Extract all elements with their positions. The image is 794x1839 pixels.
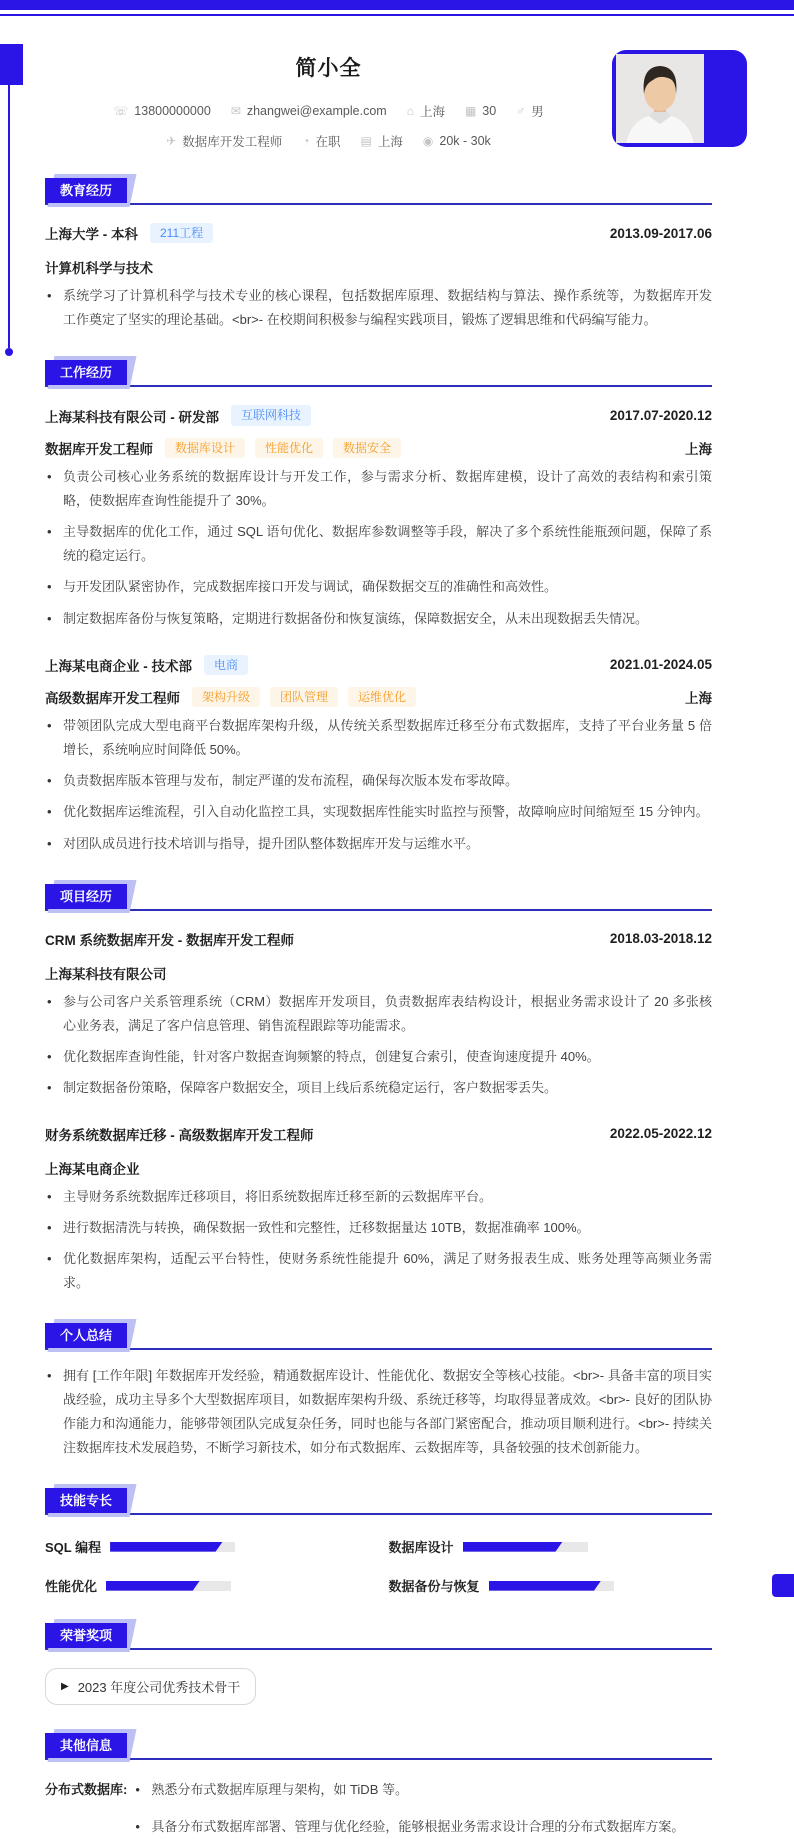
contact-row-2	[45, 132, 612, 150]
profile-photo-frame	[612, 50, 747, 147]
section-header	[45, 1323, 712, 1350]
bullet-item: • 熟悉分布式数据库原理与架构，如 TiDB 等。	[133, 1778, 712, 1802]
section-badge	[45, 884, 127, 909]
project-bullets	[45, 990, 712, 1100]
skill-tag: 性能优化	[255, 438, 323, 458]
skill-tag: 数据安全	[333, 438, 401, 458]
entry-header-row	[45, 1124, 712, 1144]
bullet-item: • 主导数据库的优化工作，通过 SQL 语句优化、数据库参数调整等手段，解决了多个系统性能瓶颈问题，保障了系统的稳定运行。	[45, 520, 712, 568]
section-title: 荣誉奖项	[45, 1623, 127, 1648]
skill-progress-fill	[110, 1542, 223, 1552]
bullet-item: • 主导财务系统数据库迁移项目，将旧系统数据库迁移至新的云数据库平台。	[45, 1185, 712, 1209]
section-title: 项目经历	[45, 884, 127, 909]
skill-tag: 数据库设计	[165, 438, 245, 458]
project-title: 财务系统数据库迁移 - 高级数据库开发工程师	[45, 1127, 314, 1143]
skill-progress-fill	[106, 1581, 200, 1591]
email-icon: ✉	[230, 104, 241, 118]
section-badge	[45, 1733, 127, 1758]
section-header	[45, 178, 712, 205]
skills-grid	[45, 1537, 712, 1595]
salary-value: 20k - 30k	[439, 134, 491, 148]
age-value: 30	[482, 104, 497, 118]
contact-location	[407, 102, 445, 120]
resume-header	[45, 40, 747, 150]
company-name: 上海某科技有限公司 - 研发部	[45, 409, 219, 425]
skill-item	[45, 1576, 369, 1595]
location-icon: ⌂	[406, 104, 414, 118]
school-tag: 211工程	[150, 223, 213, 243]
entry-header-row	[45, 405, 712, 425]
section-badge	[45, 360, 127, 385]
bullet-item: • 优化数据库查询性能，针对客户数据查询频繁的特点，创建复合索引，使查询速度提升 40%。	[45, 1045, 712, 1069]
project-bullets	[45, 1185, 712, 1295]
section-skills	[45, 1488, 712, 1595]
work-bullets	[45, 465, 712, 630]
section-badge	[45, 178, 127, 203]
bullet-item: • 负责公司核心业务系统的数据库设计与开发工作，参与需求分析、数据库建模，设计了高效的表结构和索引策略，使数据库查询性能提升了 30%。	[45, 465, 712, 513]
skill-label: SQL 编程	[45, 1540, 102, 1556]
contact-row-1	[45, 102, 612, 120]
location-value: 上海	[419, 105, 445, 119]
section-summary	[45, 1323, 712, 1460]
position-title: 数据库开发工程师	[45, 442, 153, 458]
section-header	[45, 884, 712, 911]
skill-progress-fill	[463, 1542, 563, 1552]
candidate-name: 简小全	[295, 57, 362, 80]
section-header	[45, 360, 712, 387]
major-name: 计算机科学与技术	[45, 261, 153, 277]
job-intention-value: 数据库开发工程师	[182, 135, 283, 149]
floating-action-button[interactable]	[772, 1574, 794, 1597]
bullet-item: • 具备分布式数据库部署、管理与优化经验，能够根据业务需求设计合理的分布式数据库方案。	[133, 1815, 712, 1839]
section-title: 其他信息	[45, 1733, 127, 1758]
section-title: 工作经历	[45, 360, 127, 385]
gender-value: 男	[531, 105, 544, 119]
skill-item	[389, 1576, 713, 1595]
section-header	[45, 1623, 712, 1650]
expand-caret-icon: ▶	[61, 1680, 69, 1692]
bullet-item: • 带领团队完成大型电商平台数据库架构升级，从传统关系型数据库迁移至分布式数据库，支持了平台业务量 5 倍增长，系统响应时间降低 50%。	[45, 714, 712, 762]
job-city	[361, 132, 403, 150]
profile-photo	[616, 54, 704, 143]
skill-tag: 团队管理	[270, 687, 338, 707]
project-company: 上海某科技有限公司	[45, 966, 167, 982]
work-date: 2021.01-2024.05	[609, 657, 712, 673]
industry-tag: 互联网科技	[231, 405, 311, 425]
skill-progress-track	[489, 1581, 614, 1591]
bullet-item: • 拥有 [工作年限] 年数据库开发经验，精通数据库设计、性能优化、数据安全等核心技能。<br>- 具备丰富的项目实战经验，成功主导多个大型数据库项目，如数据库架构升级、系统迁移等，均取得显著成效。<br>- 良好的团队协作能力和沟通能力，能够带领团队完成复杂任务，同时也能与各部门紧密配合，推动项目顺利进行。<br>- 持续关注数据库技术发展趋势，不断学习新技术，如分布式数据库、云数据库等，具备较强的技术创新能力。	[45, 1364, 712, 1460]
job-city-value: 上海	[377, 135, 403, 149]
bullet-item: • 系统学习了计算机科学与技术专业的核心课程，包括数据库原理、数据结构与算法、操作系统等，为数据库开发工作奠定了坚实的理论基础。<br>- 在校期间积极参与编程实践项目，锻炼了逻辑思维和代码编写能力。	[45, 284, 712, 332]
education-bullets	[45, 284, 712, 332]
gender-icon: ♂	[516, 104, 526, 118]
bullet-item: • 参与公司客户关系管理系统（CRM）数据库开发项目，负责数据库表结构设计，根据业务需求设计了 20 多张核心业务表，满足了客户信息管理、销售流程跟踪等功能需求。	[45, 990, 712, 1038]
honor-item[interactable]	[45, 1668, 256, 1705]
top-accent-line	[0, 14, 794, 16]
entry-header-row	[45, 223, 712, 243]
building-icon: ▤	[360, 134, 372, 148]
work-entry	[45, 405, 712, 630]
project-entry	[45, 929, 712, 1100]
timeline-square-decoration	[0, 44, 23, 85]
position-title: 高级数据库开发工程师	[45, 691, 180, 707]
entry-header-row	[45, 655, 712, 675]
work-date: 2017.07-2020.12	[609, 408, 712, 424]
email-value: zhangwei@example.com	[246, 104, 387, 118]
bullet-item: • 制定数据库备份与恢复策略，定期进行数据备份和恢复演练，保障数据安全，从未出现数据丢失情况。	[45, 607, 712, 631]
skill-item	[45, 1537, 369, 1556]
work-city: 上海	[685, 691, 712, 707]
work-entry	[45, 655, 712, 856]
status-icon: ◔	[302, 134, 310, 148]
skill-label: 数据库设计	[388, 1540, 454, 1556]
section-badge	[45, 1323, 127, 1348]
project-date: 2022.05-2022.12	[609, 1126, 712, 1142]
bullet-item: • 负责数据库版本管理与发布，制定严谨的发布流程，确保每次版本发布零故障。	[45, 769, 712, 793]
resume-content	[45, 178, 712, 1839]
industry-tag: 电商	[204, 655, 248, 675]
bullet-item: • 进行数据清洗与转换，确保数据一致性和完整性，迁移数据量达 10TB，数据准确率 100%。	[45, 1216, 712, 1240]
section-badge	[45, 1488, 127, 1513]
work-bullets	[45, 714, 712, 855]
skill-item	[389, 1537, 713, 1556]
portrait-illustration	[616, 54, 704, 143]
expected-salary	[423, 134, 491, 148]
position-row	[45, 438, 712, 458]
bullet-item: • 优化数据库架构，适配云平台特性，使财务系统性能提升 60%，满足了财务报表生成、账务处理等高频业务需求。	[45, 1247, 712, 1295]
education-entry	[45, 223, 712, 332]
skill-progress-track	[106, 1581, 231, 1591]
section-honors	[45, 1623, 712, 1705]
phone-icon: ☏	[113, 104, 129, 118]
skill-label: 性能优化	[45, 1579, 98, 1595]
skill-progress-track	[463, 1542, 588, 1552]
skill-progress-track	[110, 1542, 235, 1552]
project-title: CRM 系统数据库开发 - 数据库开发工程师	[45, 932, 294, 948]
section-projects	[45, 884, 712, 1295]
skill-tag: 架构升级	[192, 687, 260, 707]
paper-plane-icon: ✈	[166, 134, 177, 148]
project-entry	[45, 1124, 712, 1295]
timeline-line-decoration	[8, 85, 10, 348]
job-status	[302, 132, 340, 150]
bullet-item: • 对团队成员进行技术培训与指导，提升团队整体数据库开发与运维水平。	[45, 832, 712, 856]
job-intention	[166, 132, 282, 150]
other-info-label: 分布式数据库:	[45, 1782, 128, 1798]
summary-bullets	[45, 1364, 712, 1460]
contact-phone	[113, 104, 211, 118]
header-main	[45, 40, 612, 150]
salary-icon: ◉	[422, 134, 434, 148]
contact-age	[465, 104, 496, 118]
other-info-bullets	[133, 1778, 712, 1839]
skill-label: 数据备份与恢复	[388, 1579, 480, 1595]
other-info-group	[45, 1778, 712, 1839]
company-name: 上海某电商企业 - 技术部	[45, 658, 192, 674]
job-status-value: 在职	[315, 135, 341, 149]
skill-tag: 运维优化	[348, 687, 416, 707]
section-header	[45, 1733, 712, 1760]
bullet-item: • 优化数据库运维流程，引入自动化监控工具，实现数据库性能实时监控与预警，故障响应时间缩短至 15 分钟内。	[45, 800, 712, 824]
education-date: 2013.09-2017.06	[609, 225, 712, 241]
contact-gender	[516, 102, 544, 120]
section-education	[45, 178, 712, 332]
bullet-item: • 制定数据备份策略，保障客户数据安全，项目上线后系统稳定运行，客户数据零丢失。	[45, 1076, 712, 1100]
skill-progress-fill	[489, 1581, 602, 1591]
phone-value: 13800000000	[134, 104, 211, 118]
timeline-dot-decoration	[5, 348, 13, 356]
honor-text: 2023 年度公司优秀技术骨干	[77, 1680, 241, 1696]
position-row	[45, 687, 712, 707]
section-badge	[45, 1623, 127, 1648]
section-other	[45, 1733, 712, 1839]
school-name: 上海大学 - 本科	[45, 227, 138, 243]
section-title: 教育经历	[45, 178, 127, 203]
calendar-icon: ▦	[464, 104, 477, 118]
project-company: 上海某电商企业	[45, 1161, 140, 1177]
entry-header-row	[45, 929, 712, 949]
project-date: 2018.03-2018.12	[609, 931, 712, 947]
section-header	[45, 1488, 712, 1515]
section-title: 技能专长	[45, 1488, 127, 1513]
bullet-item: • 与开发团队紧密协作，完成数据库接口开发与调试，确保数据交互的准确性和高效性。	[45, 575, 712, 599]
section-title: 个人总结	[45, 1323, 127, 1348]
section-work	[45, 360, 712, 855]
work-city: 上海	[685, 442, 712, 458]
contact-email	[231, 104, 387, 118]
top-accent-bar	[0, 0, 794, 10]
